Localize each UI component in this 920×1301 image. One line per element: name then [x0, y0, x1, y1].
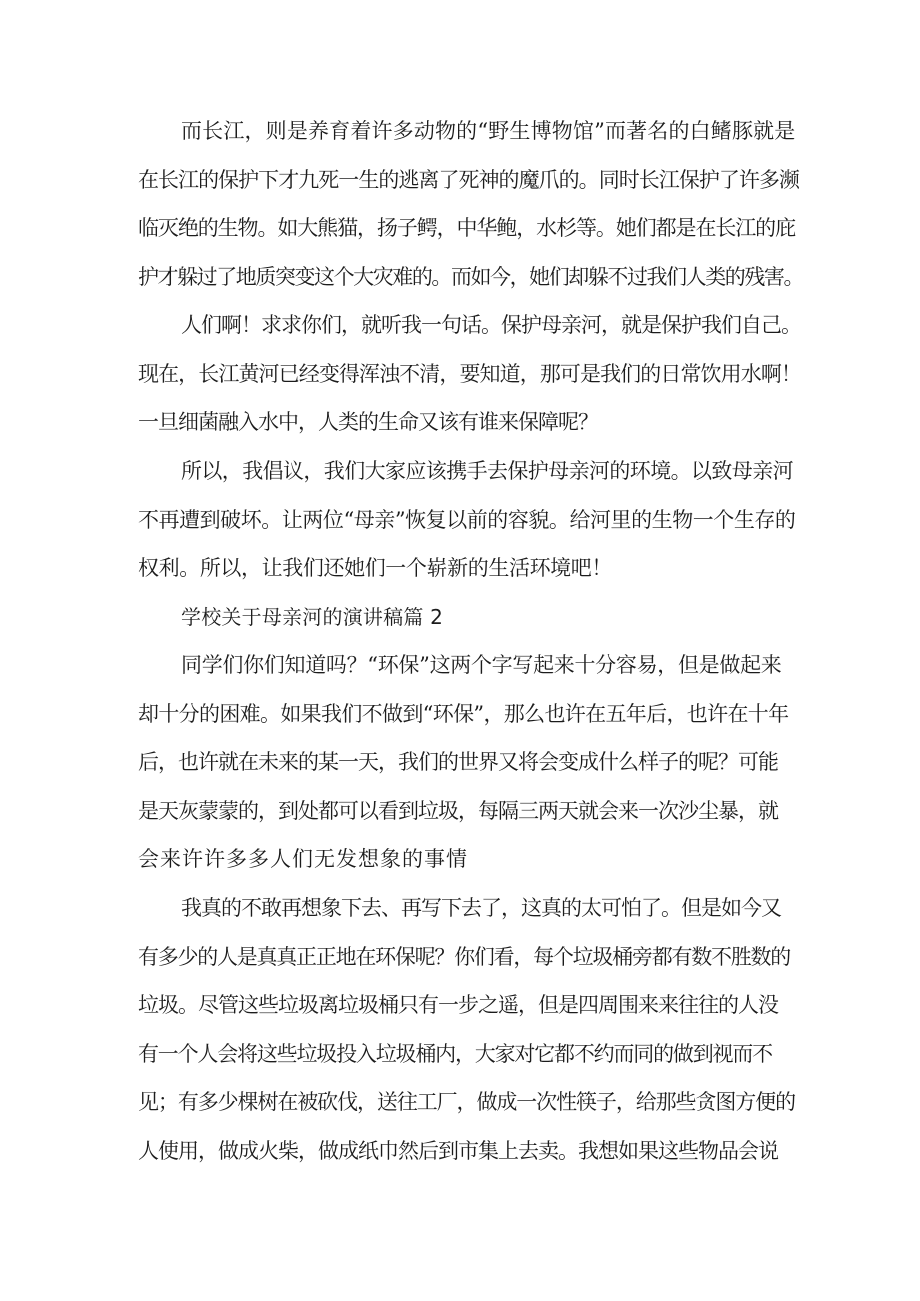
text-line: 后，也许就在未来的某一天，我们的世界又将会变成什么样子的呢？可能 [138, 750, 778, 774]
text-line: 临灭绝的生物。如大熊猫，扬子鳄，中华鲍，水杉等。她们都是在长江的庇 [138, 216, 795, 240]
text-line: 现在，长江黄河已经变得浑浊不清，要知道，那可是我们的日常饮用水啊！ [138, 362, 801, 386]
text-line: 有一个人会将这些垃圾投入垃圾桶内，大家对它都不约而同的做到视而不 [138, 1042, 772, 1066]
text-line: 护才躲过了地质突变这个大灾难的。而如今，她们却躲不过我们人类的残害。 [138, 265, 803, 289]
text-line: 在长江的保护下才九死一生的逃离了死神的魔爪的。同时长江保护了许多濒 [138, 168, 799, 192]
section-heading: 学校关于母亲河的演讲稿篇 2 [181, 605, 444, 629]
text-line: 会来许许多多人们无发想象的事情 [138, 847, 468, 871]
text-line: 所以，我倡议，我们大家应该携手去保护母亲河的环境。以致母亲河 [181, 459, 793, 483]
text-line: 却十分的困难。如果我们不做到“环保”，那么也许在五年后，也许在十年 [138, 702, 789, 726]
text-line: 垃圾。尽管这些垃圾离垃圾桶只有一步之遥，但是四周围来来往往的人没 [138, 993, 778, 1017]
text-line: 见；有多少棵树在被砍伐，送往工厂，做成一次性筷子，给那些贪图方便的 [138, 1090, 795, 1114]
text-line: 而长江，则是养育着许多动物的“野生博物馆”而著名的白鳍豚就是 [181, 119, 796, 143]
text-line: 人使用，做成火柴，做成纸巾然后到市集上去卖。我想如果这些物品会说 [138, 1139, 778, 1163]
text-line: 同学们你们知道吗？“环保”这两个字写起来十分容易，但是做起来 [181, 653, 782, 677]
text-line: 我真的不敢再想象下去、再写下去了，这真的太可怕了。但是如今又 [181, 896, 781, 920]
text-line: 不再遭到破坏。让两位“母亲”恢复以前的容貌。给河里的生物一个生存的 [138, 508, 796, 532]
text-line: 权利。所以，让我们还她们一个崭新的生活环境吧！ [138, 556, 612, 580]
text-line: 一旦细菌融入水中，人类的生命又该有谁来保障呢？ [138, 410, 598, 434]
text-line: 有多少的人是真真正正地在环保呢？你们看，每个垃圾桶旁都有数不胜数的 [138, 945, 790, 969]
text-line: 人们啊！求求你们，就听我一句话。保护母亲河，就是保护我们自己。 [181, 313, 801, 337]
text-line: 是天灰蒙蒙的，到处都可以看到垃圾，每隔三两天就会来一次沙尘暴，就 [138, 799, 778, 823]
